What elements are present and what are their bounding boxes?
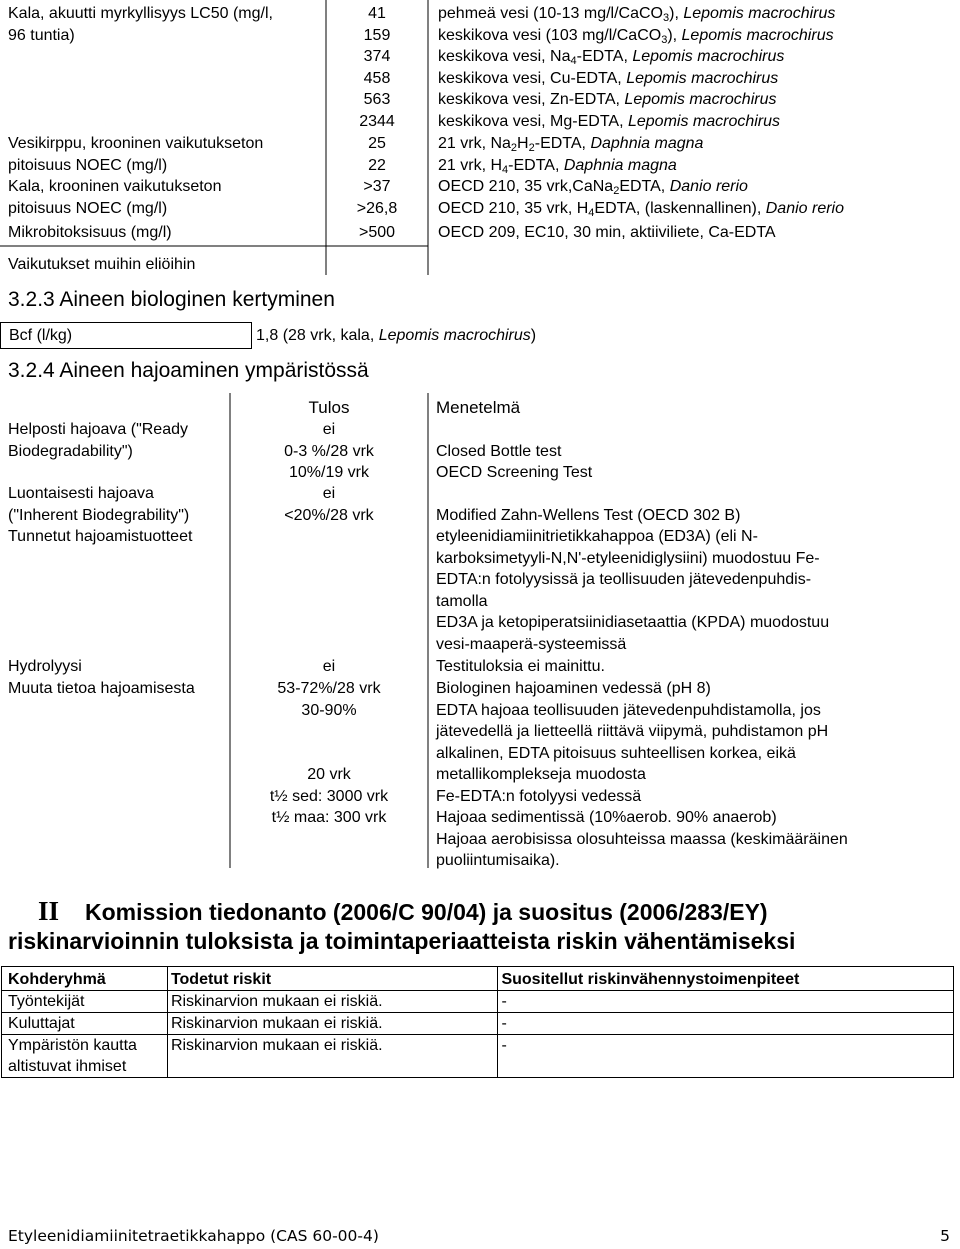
inherent-bio-method: Modified Zahn-Wellens Test (OECD 302 B) <box>436 506 741 524</box>
bcf-value: 1,8 (28 vrk, kala, Lepomis macrochirus) <box>256 327 537 344</box>
page-number: 5 <box>940 1227 950 1245</box>
header-target-group: Kohderyhmä <box>2 967 168 991</box>
daphnia-values: 25 22 <box>368 135 386 174</box>
hydrolysis-result: ei <box>322 658 336 675</box>
row-risk: Riskinarvion mukaan ei riskiä. <box>167 991 498 1013</box>
micro-value: >500 <box>358 224 396 241</box>
degradation-products-method: etyleenidiamiinitrietikkahappoa (ED3A) (eli N- karboksimetyyli-N,N'-etyleenidiglysiini) muodostuu Fe- EDTA:n fotolyysissä ja teollisuuden jätevedenpuhdis- tamolla ED3A ja ketopiperatsiinidiasetaattia (KPDA) muodostuu vesi-maaperä-systeemissä <box>436 528 830 653</box>
fish-noec-notes: OECD 210, 35 vrk,CaNa$_2$EDTA, Danio rerio OECD 210, 35 vrk, $H_4EDTA$, (laskennallinen), Danio rerio <box>438 178 844 219</box>
row-measure: - <box>498 991 954 1013</box>
daphnia-label: Vesikirppu, krooninen vaikutukseton pitoisuus NOEC (mg/l) <box>8 135 264 174</box>
section-ii-roman: II <box>38 896 60 926</box>
degradation-products-label: Tunnetut hajoamistuotteet <box>8 528 193 545</box>
lc50-notes: pehmeä vesi (10-13 mg/l/CaCO$_3$), Lepomis macrochirus keskikova vesi (103 mg/l/CaCO$_3$), Lepomis macrochirus keskikova vesi, $Na_4$-EDTA, Lepomis macrochirus keskikova vesi, Cu-EDTA, Lepomis macrochirus keskikova vesi, Zn-EDTA, Lepomis macrochirus keskikova vesi, Mg-EDTA, Lepomis macrochirus <box>438 5 836 130</box>
header-recommended-measures: Suositellut riskinvähennystoimenpiteet <box>498 967 954 991</box>
hydrolysis-label: Hydrolyysi <box>8 658 82 675</box>
col-result-header: Tulos <box>308 398 350 417</box>
ready-bio-method: Closed Bottle test OECD Screening Test <box>436 442 593 481</box>
degradation-table <box>0 393 960 868</box>
toxicity-table <box>0 0 960 275</box>
row-risk: Riskinarvion mukaan ei riskiä. <box>167 1013 498 1035</box>
table-row <box>2 1035 954 1078</box>
row-risk: Riskinarvion mukaan ei riskiä. <box>167 1035 498 1078</box>
other-degradation-label: Muuta tietoa hajoamisesta <box>8 680 195 697</box>
risk-table-header <box>2 967 954 991</box>
fish-noec-label: Kala, krooninen vaikutukseton pitoisuus NOEC (mg/l) <box>8 178 222 217</box>
lc50-values: 41 159 374 458 563 2344 <box>359 5 395 130</box>
footer-title: Etyleenidiamiinitetraetikkahappo (CAS 60-00-4) <box>8 1227 379 1245</box>
section-ii-heading <box>8 897 795 956</box>
micro-note: OECD 209, EC10, 30 min, aktiiviliete, Ca-EDTA <box>438 224 776 241</box>
section-323-heading: 3.2.3 Aineen biologinen kertyminen <box>8 288 335 311</box>
table-row <box>2 991 954 1013</box>
hydrolysis-method: Testituloksia ei mainittu. <box>436 658 605 675</box>
ready-bio-result: ei 0-3 %/28 vrk 10%/19 vrk <box>284 421 374 481</box>
header-identified-risks: Todetut riskit <box>167 967 498 991</box>
row-group: Työntekijät <box>2 991 168 1013</box>
risk-table <box>1 966 954 1078</box>
other-degradation-method: Biologinen hajoaminen vedessä (pH 8) EDTA hajoaa teollisuuden jätevedenpuhdistamolla, jos jätevedellä ja lietteellä riittävä viipymä, puhdistamon pH alkalinen, EDTA pitoisuus suhteellisen korkea, eikä metallikomplekseja muodosta Fe-EDTA:n fotolyysi vedessä Hajoaa sedimentissä (10%aerob. 90% anaerob) Hajoaa aerobisissa olosuhteissa maassa (keskimääräinen puoliintumisaika). <box>436 680 848 869</box>
col-method-header: Menetelmä <box>436 398 521 417</box>
ready-bio-label: Helposti hajoava ("Ready Biodegradability") <box>8 421 188 460</box>
row-measure: - <box>498 1035 954 1078</box>
bcf-label: Bcf (l/kg) <box>9 327 73 344</box>
micro-label: Mikrobitoksisuus (mg/l) <box>8 224 172 241</box>
row-group: Kuluttajat <box>2 1013 168 1035</box>
section-ii-title-line2: riskinarvioinnin tuloksista ja toimintaperiaatteista riskin vähentämiseksi <box>8 928 796 954</box>
section-ii-title-line1: Komission tiedonanto (2006/C 90/04) ja suositus (2006/283/EY) <box>85 899 768 925</box>
row-measure: - <box>498 1013 954 1035</box>
daphnia-notes: 21 vrk, $Na_2H_2$-EDTA, Daphnia magna 21 vrk, $H_4$-EDTA, Daphnia magna <box>438 135 704 176</box>
table-row <box>2 1013 954 1035</box>
bcf-label-cell <box>0 322 252 349</box>
inherent-bio-result: ei <20%/28 vrk <box>284 485 374 524</box>
other-degradation-result: 53-72%/28 vrk 30-90% 20 vrk t½ sed: 3000 vrk t½ maa: 300 vrk <box>269 680 389 826</box>
section-324-heading: 3.2.4 Aineen hajoaminen ympäristössä <box>8 359 369 382</box>
fish-noec-values: >37 >26,8 <box>356 178 398 217</box>
inherent-bio-label: Luontaisesti hajoava ("Inherent Biodegrability") <box>8 485 190 524</box>
row-group: Ympäristön kautta altistuvat ihmiset <box>2 1035 168 1078</box>
lc50-label: Kala, akuutti myrkyllisyys LC50 (mg/l, 96 tuntia) <box>8 5 273 44</box>
other-organisms-label: Vaikutukset muihin eliöihin <box>8 256 196 273</box>
